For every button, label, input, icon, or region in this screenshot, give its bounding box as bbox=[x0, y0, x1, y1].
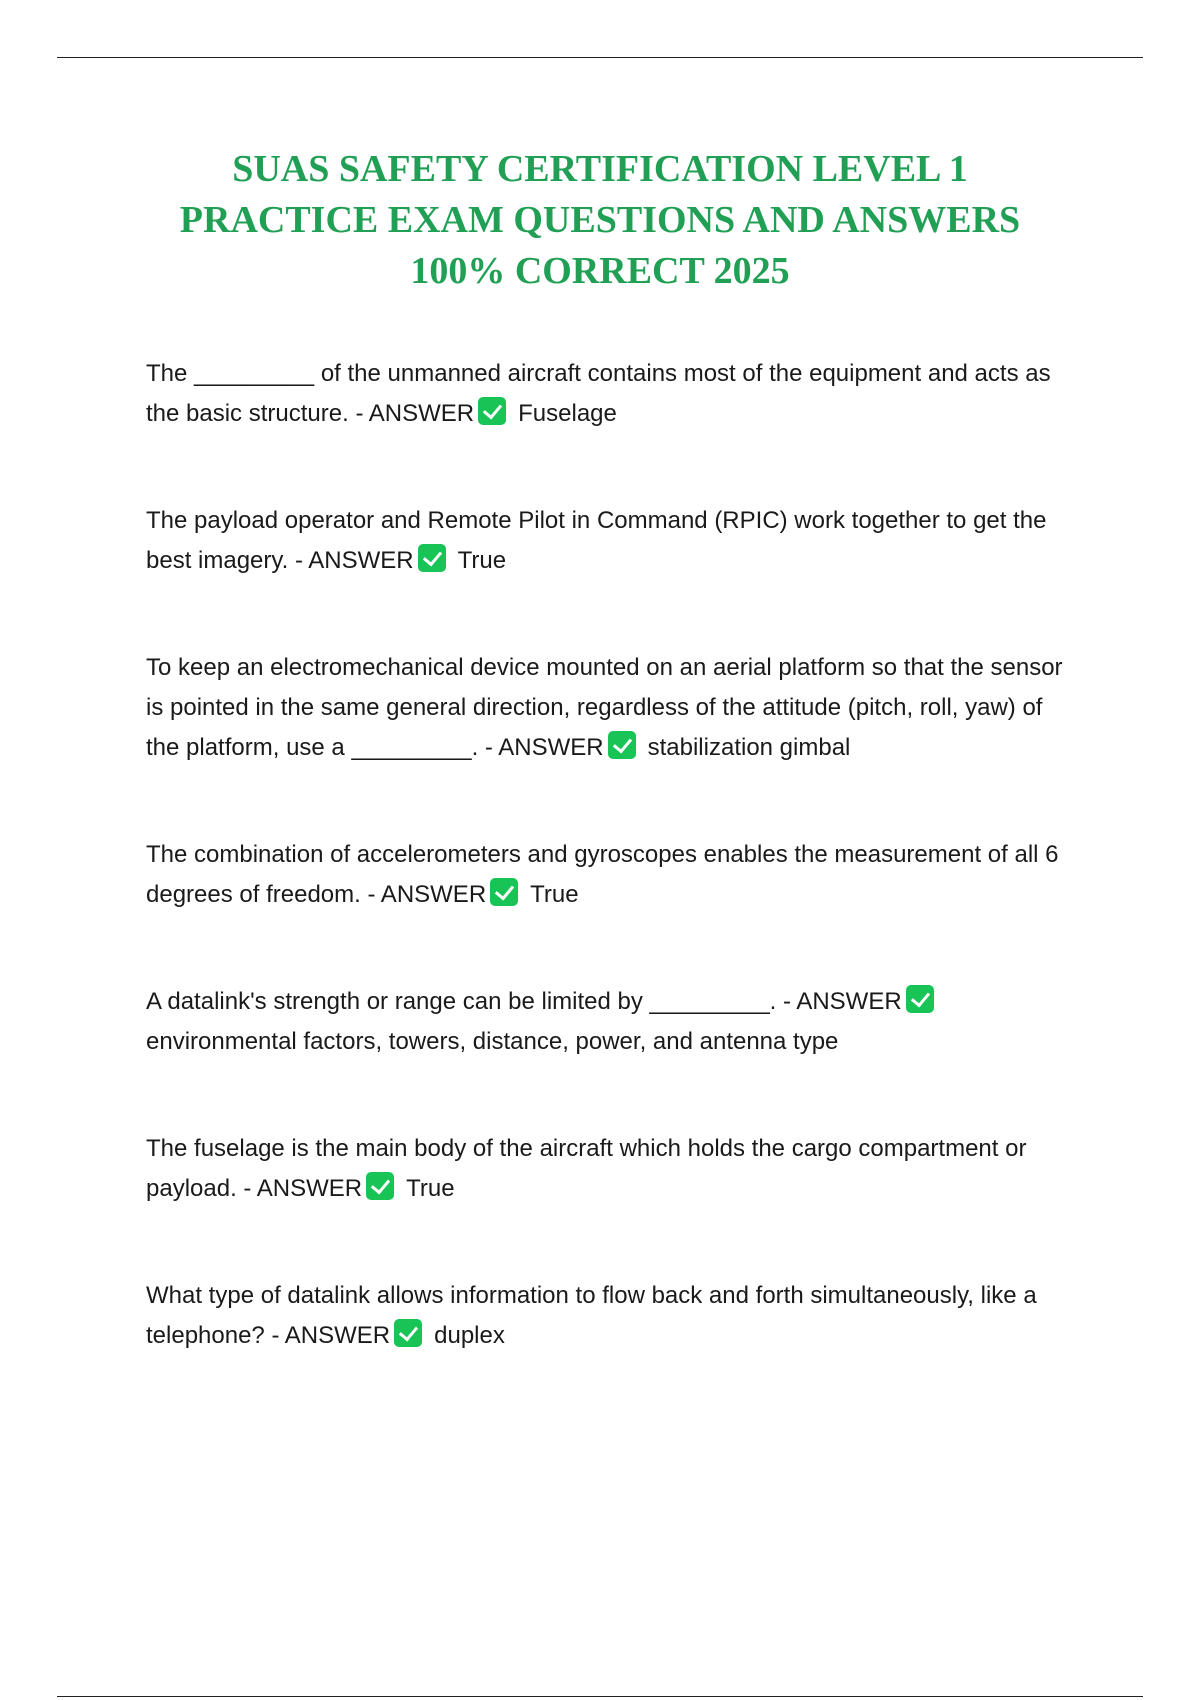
check-mark-icon bbox=[478, 397, 506, 425]
bottom-rule bbox=[57, 1696, 1143, 1697]
answer-marker: - ANSWER bbox=[271, 1322, 391, 1349]
check-mark-icon bbox=[608, 731, 636, 759]
question-text: The _________ of the unmanned aircraft contains most of the equipment and acts as the basic structure. bbox=[146, 360, 1051, 427]
answer-marker: - ANSWER bbox=[294, 547, 414, 574]
qa-item bbox=[146, 1276, 1082, 1356]
answer-text: True bbox=[530, 881, 579, 908]
qa-item bbox=[146, 835, 1082, 915]
check-mark-icon bbox=[418, 544, 446, 572]
qa-item bbox=[146, 1129, 1082, 1209]
check-mark-icon bbox=[394, 1319, 422, 1347]
answer-text: True bbox=[406, 1175, 455, 1202]
answer-text: environmental factors, towers, distance, power, and antenna type bbox=[146, 1028, 839, 1055]
answer-text: stabilization gimbal bbox=[647, 734, 851, 761]
qa-item bbox=[146, 501, 1082, 581]
answer-marker: - ANSWER bbox=[783, 988, 902, 1015]
question-text: The combination of accelerometers and gyroscopes enables the measurement of all 6 degrees of freedom. bbox=[146, 841, 1059, 908]
question-text: To keep an electromechanical device mounted on an aerial platform so that the sensor is pointed in the same general direction, regardless of the attitude (pitch, roll, yaw) of the platform, use a _________. bbox=[146, 654, 1063, 761]
answer-text: duplex bbox=[434, 1322, 505, 1349]
check-mark-icon bbox=[366, 1172, 394, 1200]
top-rule bbox=[57, 57, 1143, 58]
question-text: A datalink's strength or range can be limited by _________. bbox=[146, 988, 777, 1015]
check-mark-icon bbox=[906, 985, 934, 1013]
qa-item bbox=[146, 982, 1082, 1062]
question-text: What type of datalink allows information to flow back and forth simultaneously, like a telephone? bbox=[146, 1282, 1037, 1349]
title-line: PRACTICE EXAM QUESTIONS AND ANSWERS bbox=[179, 199, 1021, 241]
question-text: The payload operator and Remote Pilot in Command (RPIC) work together to get the best imagery. bbox=[146, 507, 1047, 574]
qa-item bbox=[146, 354, 1082, 434]
answer-marker: - ANSWER bbox=[367, 881, 487, 908]
answer-text: True bbox=[457, 547, 507, 574]
title-line: SUAS SAFETY CERTIFICATION LEVEL 1 bbox=[232, 148, 968, 190]
answer-marker: - ANSWER bbox=[484, 734, 604, 761]
question-text: The fuselage is the main body of the aircraft which holds the cargo compartment or payload. bbox=[146, 1135, 1027, 1202]
document-title bbox=[110, 144, 1090, 297]
answer-text: Fuselage bbox=[518, 400, 617, 427]
answer-marker: - ANSWER bbox=[355, 400, 475, 427]
qa-item bbox=[146, 648, 1082, 768]
title-line: 100% CORRECT 2025 bbox=[410, 250, 790, 292]
answer-marker: - ANSWER bbox=[243, 1175, 363, 1202]
check-mark-icon bbox=[490, 878, 518, 906]
qa-list bbox=[146, 354, 1082, 1423]
